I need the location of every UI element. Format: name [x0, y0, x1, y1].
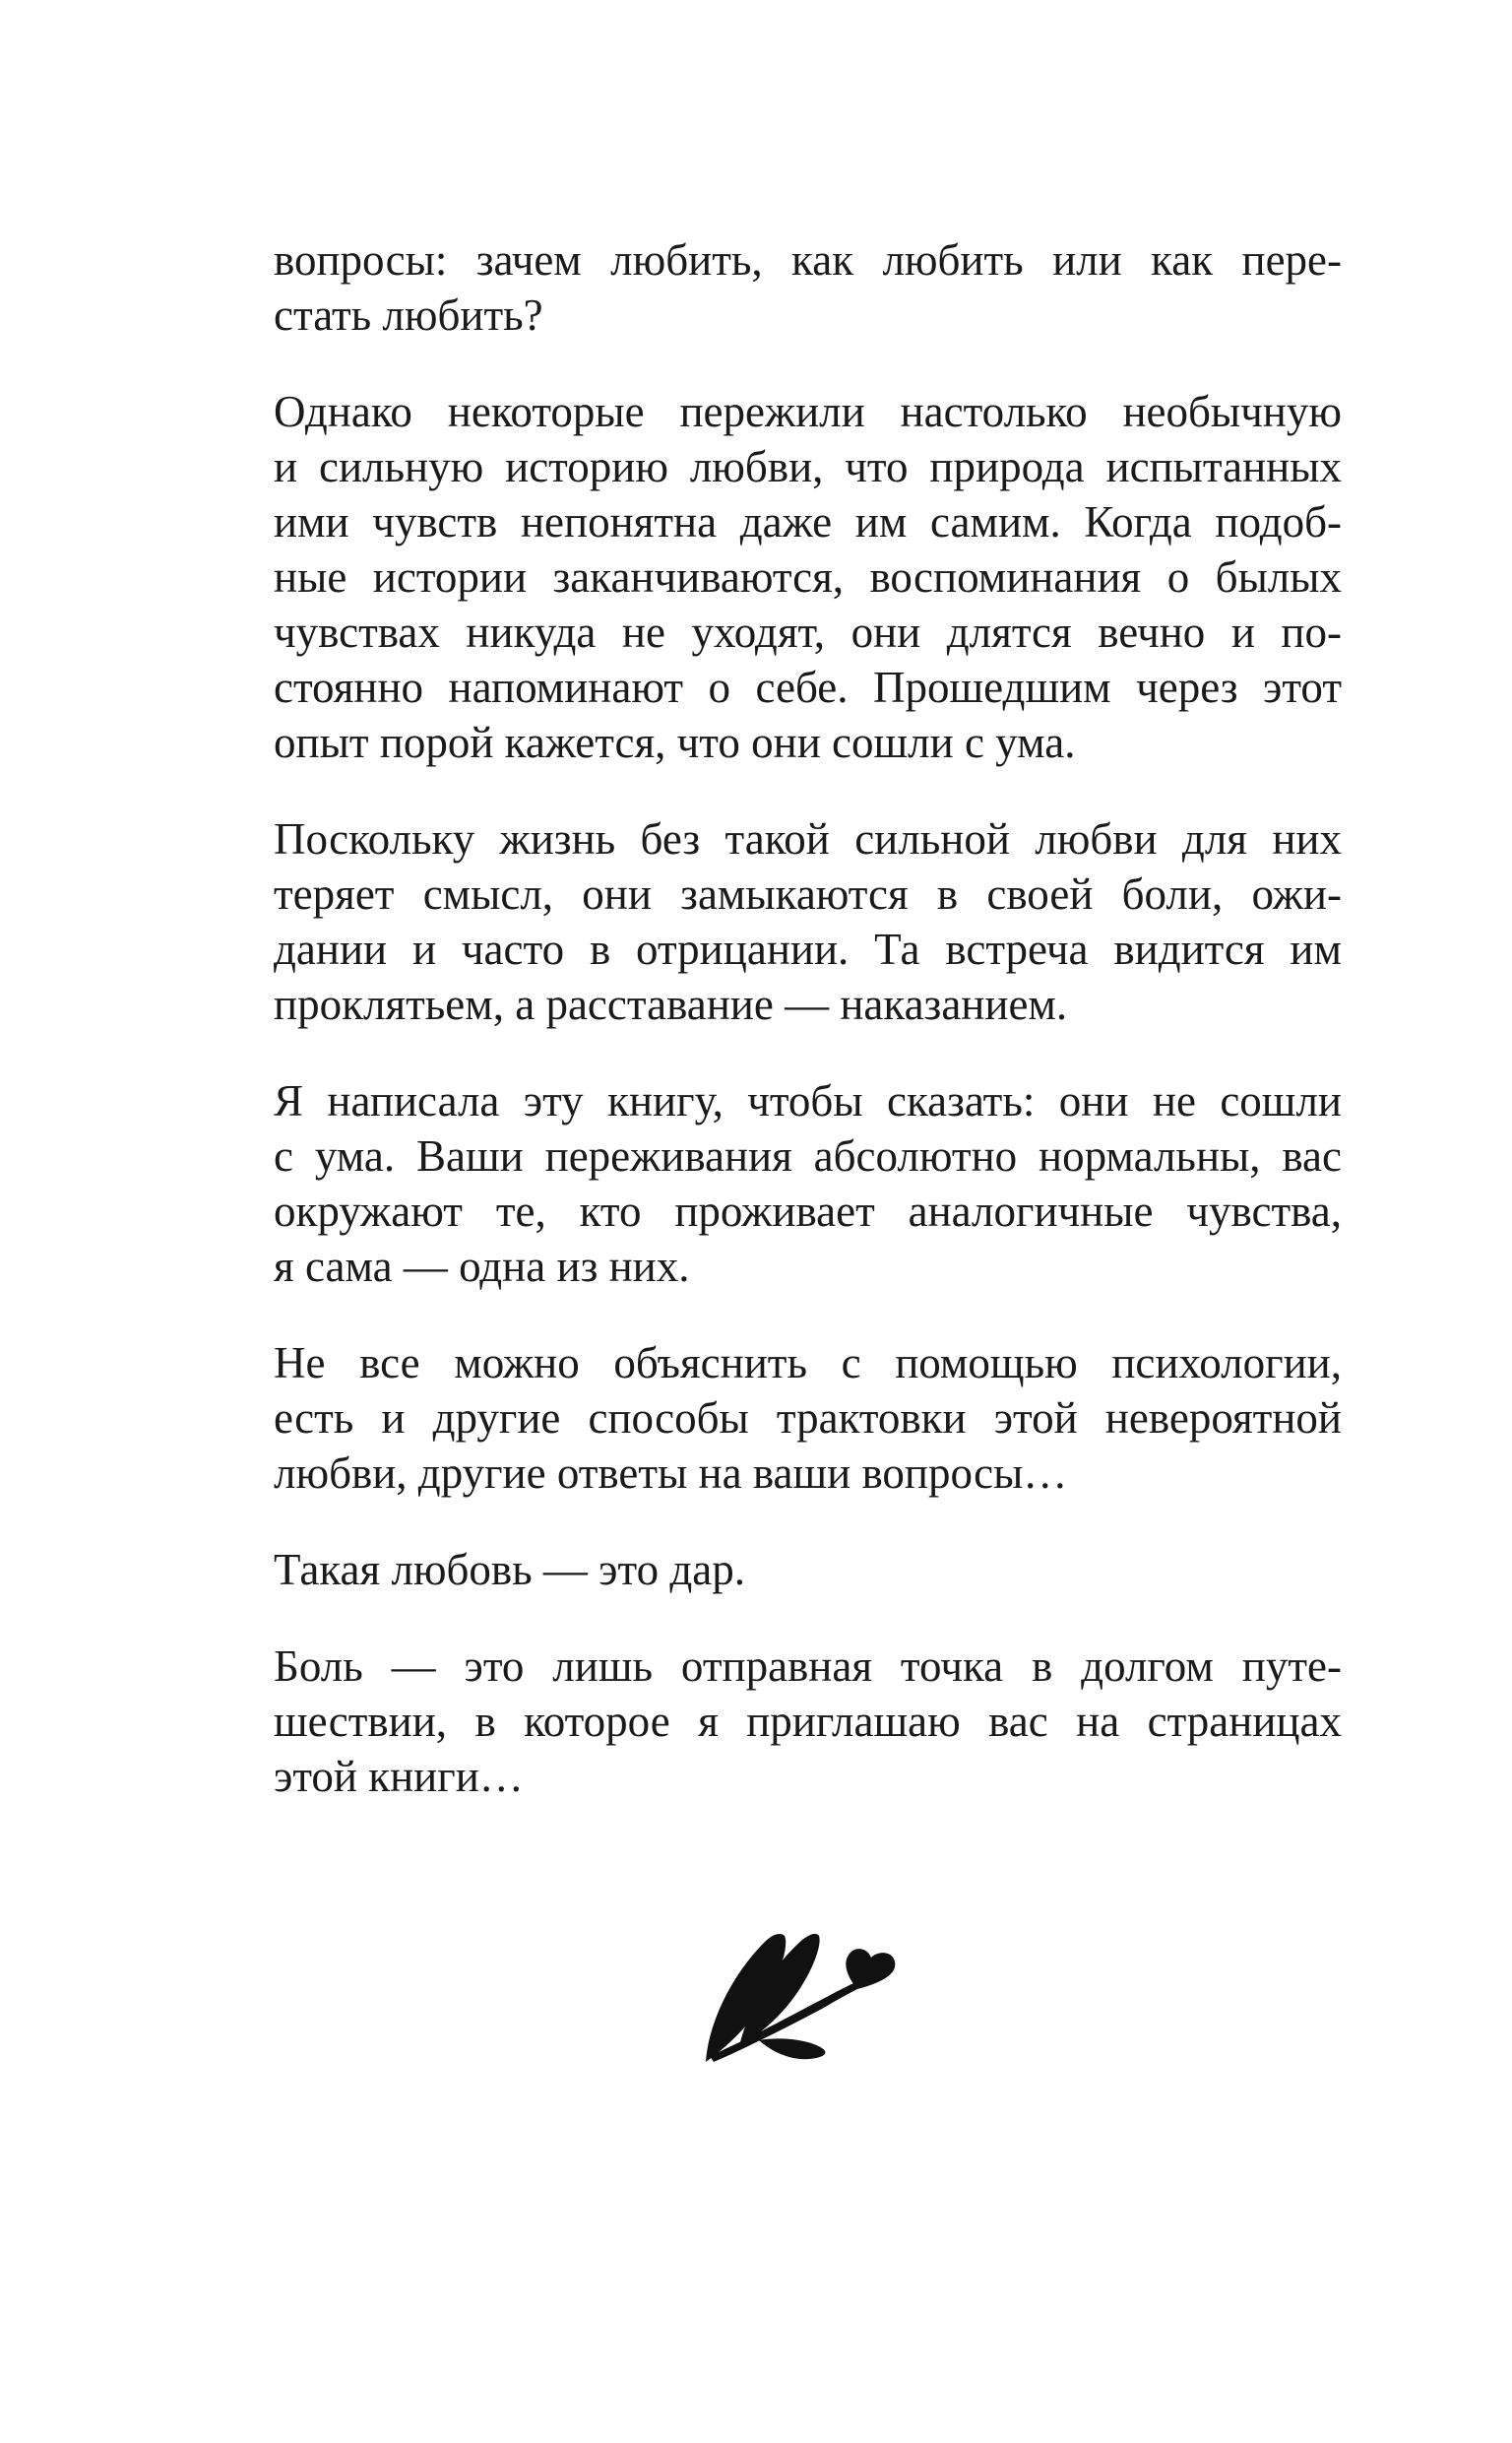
paragraph-4 [274, 1073, 1342, 1294]
text-line: проклятьем, а расставание — наказанием. [274, 980, 1068, 1029]
text-line: Поскольку жизнь без такой сильной любви для них [274, 814, 1342, 864]
text-line: дании и часто в отрицании. Та встреча видится им [274, 925, 1342, 974]
text-line: вопросы: зачем любить, как любить или как пере- [274, 235, 1342, 285]
text-line: окружают те, кто проживает аналогичные чувства, [274, 1187, 1342, 1236]
text-line: опыт порой кажется, что они сошли с ума. [274, 718, 1076, 767]
text-line: ные истории заканчиваются, воспоминания о былых [274, 552, 1342, 602]
text-line: Однако некоторые пережили настолько необычную [274, 387, 1342, 436]
text-line: шествии, в которое я приглашаю вас на страницах [274, 1697, 1342, 1746]
text-line: теряет смысл, они замыкаются в своей боли, ожи- [274, 869, 1342, 919]
leaf-heart-sprig-icon [700, 1918, 916, 2066]
paragraph-6 [274, 1542, 1342, 1597]
text-line: с ума. Ваши переживания абсолютно нормальны, вас [274, 1131, 1342, 1181]
text-line: и сильную историю любви, что природа испытанных [274, 442, 1342, 491]
text-line: Такая любовь — это дар. [274, 1545, 745, 1594]
paragraph-1 [274, 232, 1342, 343]
text-line: есть и другие способы трактовки этой невероятной [274, 1393, 1342, 1443]
text-line: Не все можно объяснить с помощью психологии, [274, 1338, 1342, 1387]
text-line: я сама — одна из них. [274, 1242, 690, 1291]
paragraph-3 [274, 811, 1342, 1032]
text-line: любви, другие ответы на ваши вопросы… [274, 1448, 1068, 1498]
paragraph-7 [274, 1639, 1342, 1804]
text-line: Боль — это лишь отправная точка в долгом путе- [274, 1641, 1342, 1691]
paragraph-2 [274, 384, 1342, 770]
text-line: стоянно напоминают о себе. Прошедшим через этот [274, 663, 1342, 712]
body-text [274, 232, 1342, 1845]
text-line: чувствах никуда не уходят, они длятся вечно и по- [274, 608, 1342, 657]
text-line: стать любить? [274, 290, 543, 340]
text-line: ими чувств непонятна даже им самим. Когда подоб- [274, 497, 1342, 546]
text-line: этой книги… [274, 1752, 524, 1801]
text-line: Я написала эту книгу, чтобы сказать: они не сошли [274, 1076, 1342, 1125]
paragraph-5 [274, 1335, 1342, 1501]
